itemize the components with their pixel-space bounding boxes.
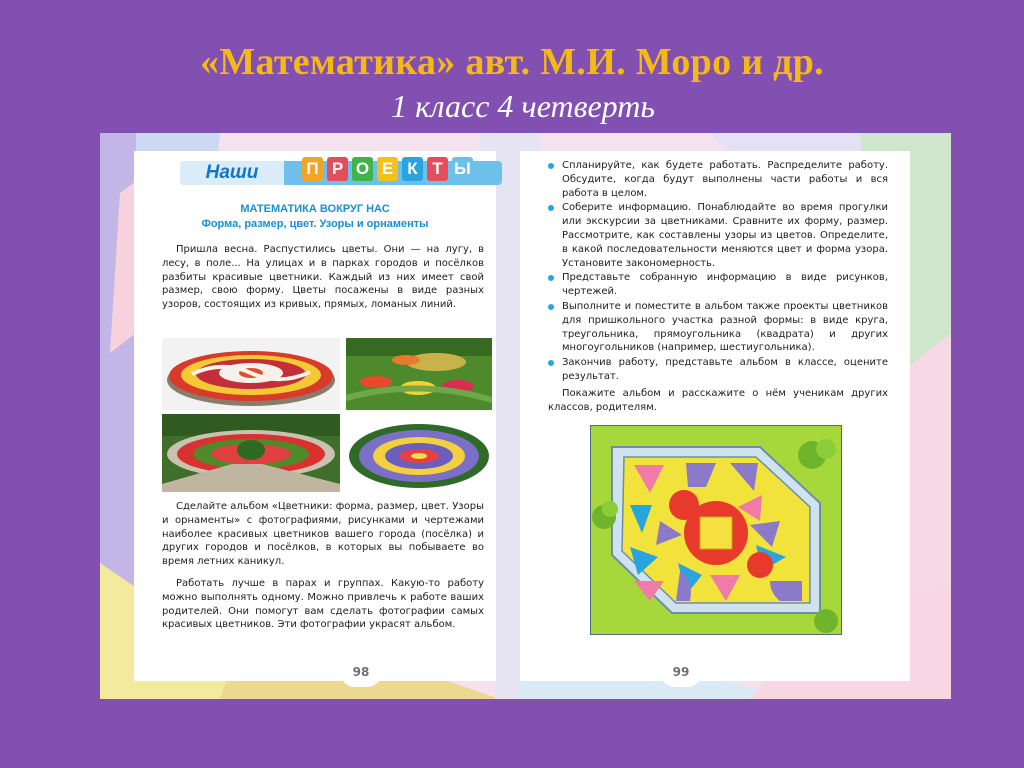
instruction-item: Закончив работу, представьте альбом в классе, оцените результат. [548, 356, 888, 384]
flowerbed-photo-4 [346, 414, 492, 492]
lesson-title: МАТЕМАТИКА ВОКРУГ НАС [240, 203, 390, 215]
flowerbed-photo-3 [162, 414, 340, 492]
instruction-item: Выполните и поместите в альбом также проекты цветников для пришкольного участка разной формы: в виде круга, треугольника, прямоугольника (квадрата) и других многоугольников (например, шестиугольника). [548, 300, 888, 355]
flowerbed-photo-1 [162, 338, 340, 410]
left-page [134, 151, 496, 681]
instruction-item: Спланируйте, как будете работать. Распределите работу. Обсудите, когда будут выполнены части работы и вся работа в целом. [548, 159, 888, 200]
header-letter-5: К [402, 157, 423, 181]
header-letter-2: Р [327, 157, 348, 181]
header-letter-4: Е [377, 157, 398, 181]
header-letter-3: О [352, 157, 373, 181]
header-letter-6: Т [427, 157, 448, 181]
teamwork-paragraph: Работать лучше в парах и группах. Какую-то работу можно выполнять одному. Можно привлечь к работе ваших родителей. Они помогут вам сделать фотографии самых красивых цветников. Эти фотографии украсят альбом. [162, 578, 484, 631]
lesson-subtitle: Форма, размер, цвет. Узоры и орнаменты [201, 218, 429, 230]
instruction-item: Представьте собранную информацию в виде рисунков, чертежей. [548, 271, 888, 299]
bullet-icon [548, 360, 554, 366]
header-letter-1: П [302, 157, 323, 181]
right-page [520, 151, 910, 681]
album-paragraph: Сделайте альбом «Цветники: форма, размер, цвет. Узоры и орнаменты» с фотографиями, рисунками и чертежами наиболее красивых цветников вашего города (посёлка) и других городов и посёлков, в которых вы побываете во время летних каникул. [162, 501, 484, 568]
instruction-item: Соберите информацию. Понаблюдайте во время прогулки или экскурсии за цветниками. Сравните их форму, размер. Рассмотрите, как составлены узоры из цветов. Определите, в какой последовательности меняются цвет и форма узора. Установите закономерность. [548, 201, 888, 270]
page-number-left: 98 [340, 657, 382, 687]
bullet-icon [548, 275, 554, 281]
closing-paragraph: Покажите альбом и расскажите о нём ученикам других классов, родителям. [548, 388, 888, 413]
instruction-list [548, 159, 888, 385]
intro-paragraph: Пришла весна. Распустились цветы. Они — на лугу, в лесу, в поле... На улицах и в парках городов и посёлков разбиты красивые цветники. Каждый из них имеет свой размер, свою форму. Цветы посажены в виде разных узоров, состоящих из кривых, прямых, ломаных линий. [162, 244, 484, 311]
flowerbed-pattern-drawing [590, 425, 842, 635]
projects-header [158, 153, 498, 189]
textbook-spread [100, 133, 951, 699]
page-number-right: 99 [660, 657, 702, 687]
slide-subtitle: 1 класс 4 четверть [391, 88, 655, 124]
bullet-icon [548, 163, 554, 169]
flowerbed-photo-2 [346, 338, 492, 410]
header-word: Наши [180, 161, 284, 185]
bullet-icon [548, 205, 554, 211]
header-letter-7: Ы [452, 157, 473, 181]
slide-title: «Математика» авт. М.И. Моро и др. [200, 41, 824, 83]
bullet-icon [548, 304, 554, 310]
